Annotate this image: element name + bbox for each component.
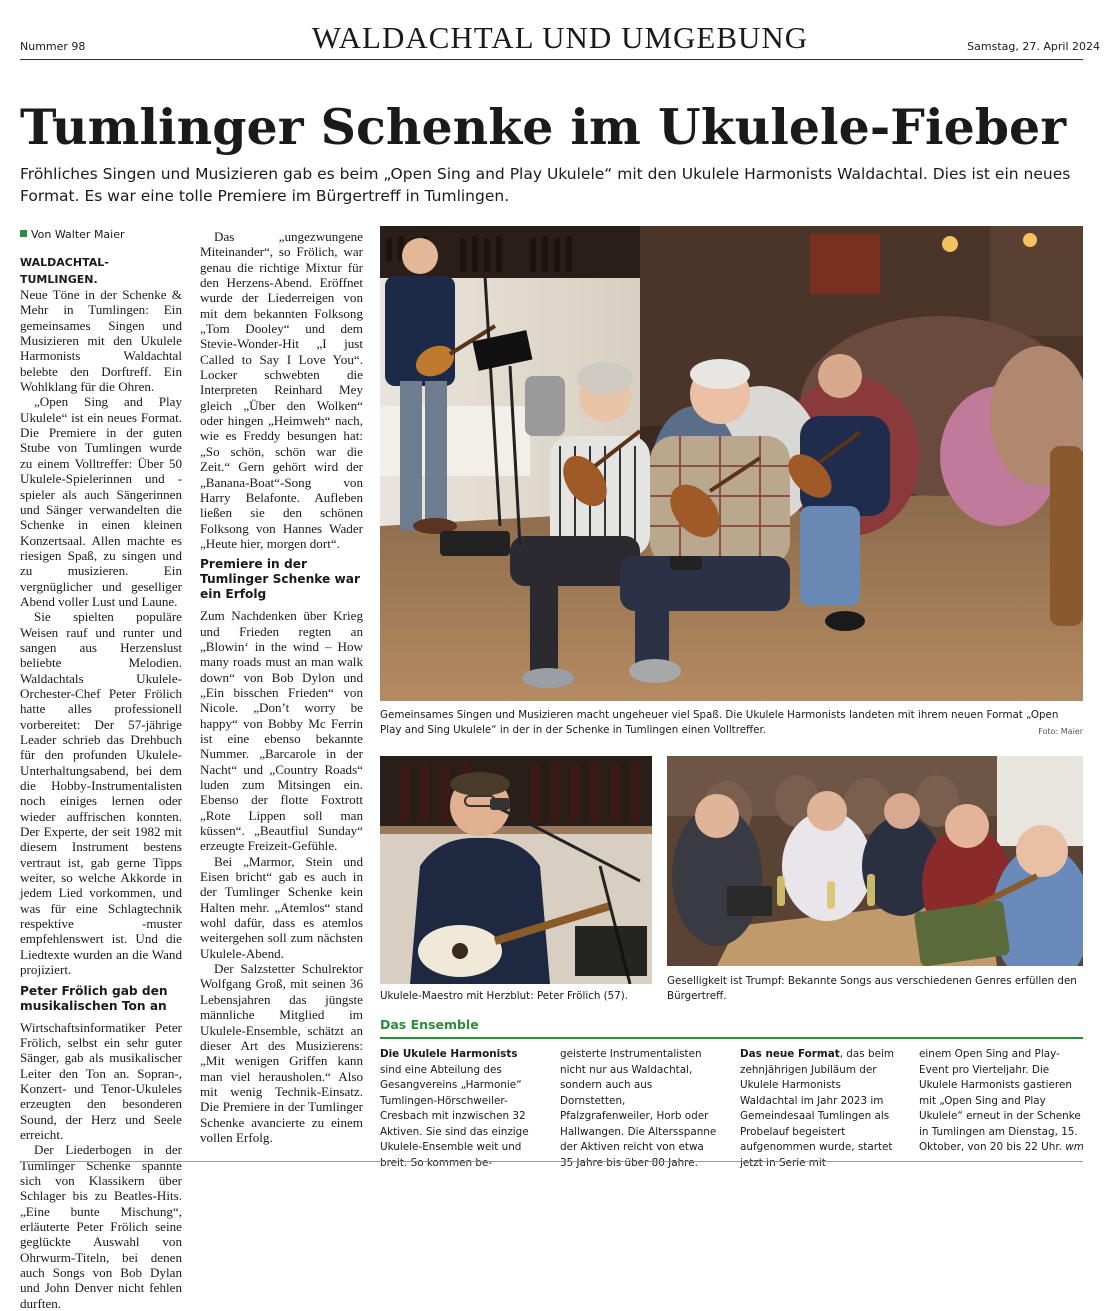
headline: Tumlinger Schenke im Ukulele-Fieber [20, 98, 1067, 156]
paragraph [20, 254, 182, 394]
subheading: Premiere in der Tumlinger Schenke war ein Erfolg [200, 557, 361, 602]
audience-photo [667, 756, 1083, 966]
paragraph-text: Neue Töne in der Schenke & Mehr in Tumlingen: Ein gemeinsames Singen und Musizieren mit den Ukulele Harmonists Waldachtal belebte den Dorftreff. Ein Wohlklang für die Ohren. [20, 287, 182, 395]
main-photo-caption: Gemeinsames Singen und Musizieren macht ungeheuer viel Spaß. Die Ukulele Harmonists landeten mit ihrem neuen Format „Open Play and Sing Ukulele“ in der in der Schenke in Tumlingen einen Volltreffer. [380, 709, 1059, 736]
main-photo-image [380, 226, 1083, 701]
author-name: Von Walter Maier [31, 228, 125, 241]
paragraph: Sie spielten populäre Weisen rauf und runter und sangen aus Herzenslust beliebte Melodien. Waldachtals Ukulele-Orchester-Chef Peter Frölich hatte alles professionell vorbereitet: Der 57-jährige Leader schrieb das Drehbuch für den profunden Ukulele-Unterhaltungsabend, bei dem die Hobby-Instrumentalisten noch einiges lernen oder wieder auffrischen konnten. Der Experte, der seit 1982 mit diesem Instrument bestens vertraut ist, gab gerne Tipps weiter, so welche Akkorde in jedem Lied vorkommen, und was für eine Schlagtechnik respektive -muster empfehlenswert ist. Und die Liedtexte wurden an die Wand projiziert. [20, 609, 182, 978]
subheading: Peter Frölich gab den musikalischen Ton an [20, 983, 168, 1013]
ensemble-rule [380, 1037, 1083, 1039]
bottom-rule [20, 1161, 1083, 1162]
header-rule [20, 59, 1083, 60]
ensemble-column-3 [740, 1047, 900, 1171]
photo-credit: Foto: Maier [1038, 727, 1083, 736]
paragraph: „Open Sing and Play Ukulele“ ist ein neues Format. Die Premiere in der guten Stube von Tumlingen wurde zu einem Volltreffer: Über 50 Ukulele-Spielerinnen und -spieler als auch Sängerinnen und Sänger verwandelten die Schenke in einen kleinen Konzertsaal. Allen machte es riesigen Spaß, zu singen und zu musizieren. Ein vergnüglicher und geselliger Abend voller Lust und Laune. [20, 394, 182, 609]
leader-photo-image [380, 756, 652, 984]
paragraph: Wirtschaftsinformatiker Peter Frölich, selbst ein sehr guter Sänger, gab als musikalischer Leiter den Ton an. Sopran-, Konzert- und Tenor-Ukuleles erzeugten den besonderen Sound, der Herz und Seele erreicht. [20, 1019, 182, 1142]
author-line [20, 227, 182, 242]
ensemble-lead-bold: Die Ukulele Harmonists [380, 1048, 518, 1060]
paragraph: Der Liederbogen in der Tumlinger Schenke spannte sich von Klassikern über Schlager bis zu Beatles-Hits. „Eine bunte Mischung“, erläuterte Peter Frölich seine geglückte Auswahl von Ohrwurm-Titeln, bei denen auch Songs von Bob Dylan und John Denver nicht fehlen durften. [20, 1142, 182, 1311]
paragraph: Das „ungezwungene Miteinander“, so Frölich, war genau die richtige Mixtur für den Herzens-Abend. Eröffnet wurde der Liederreigen von mit dem bekannten Folksong „Tom Dooley“ und dem Stevie-Wonder-Hit „I just Called to Say I Love You“. Locker schwebten die Interpreten Reinhard Mey gleich „Über den Wolken“ oder hingen „Heimweh“ nach, wie es Freddy besungen hat: „So schön, schön war die Zeit.“ Gern gehört wird der „Banana-Boat“-Song von Harry Belafonte. Aufleben ließen sie den schönen Folksong von Hannes Wader „Heute hier, morgen dort“. [200, 229, 363, 551]
paragraph: Zum Nachdenken über Krieg und Frieden regten an „Blowin‘ in the wind – How many roads must an man walk down“ von Bob Dylon und „Ein bisschen Frieden“ von Nicole. „Don’t worry be happy“ von Bobby Mc Ferrin ist eine ebenso bekannte Nummer. „Barcarole in der Nacht“ und „Country Roads“ luden zum Mitsingen ein. Ebenso der flotte Foxtrott „Rote Lippen soll man küssen“. „Beautfiul Sunday“ erzeugte Freizeit-Gefühle. [200, 608, 363, 854]
ensemble-text: einem Open Sing and Play-Event pro Vierteljahr. Die Ukulele Harmonists gastieren mit „Open Sing and Play Ukulele“ erneut in der Schenke in Tumlingen am Dienstag, 15. Oktober, von 20 bis 22 Uhr. [919, 1048, 1081, 1153]
article-column-1 [20, 227, 182, 1311]
ensemble-column-2 [560, 1047, 720, 1171]
lead-paragraph: Fröhliches Singen und Musizieren gab es beim „Open Sing and Play Ukulele“ mit den Ukulele Harmonists Waldachtal. Dies ist ein neues Format. Es war eine tolle Premiere im Bürgertreff in Tumlingen. [20, 165, 1071, 205]
ensemble-text: geisterte Instrumentalisten nicht nur aus Waldachtal, sondern auch aus Dornstetten, Pfalzgrafenweiler, Horb oder Hallwangen. Die Altersspanne der Aktiven reicht von etwa 35 Jahre bis über 80 Jahre. [560, 1048, 717, 1169]
section-title: WALDACHTAL UND UMGEBUNG [311, 20, 809, 55]
ensemble-column-4 [919, 1047, 1085, 1156]
paragraph: Der Salzstetter Schulrektor Wolfgang Groß, mit seinen 36 Lebensjahren das jüngste männliche Mitglied im Ukulele-Ensemble, schätzt an dieser Art des Musizierens: „Mit wenigen Griffen kann man viel herausholen.“ Also mit wenig Technik-Einsatz. Die Premiere in der Tumlinger Schenke avancierte zu einem vollen Erfolg. [200, 961, 363, 1145]
ensemble-text: , das beim zehnjährigen Jubiläum der Ukulele Harmonists Waldachtal im Jahr 2023 im Gemeindesaal Tumlingen als Probelauf begeistert aufgenommen wurde, startet jetzt in Serie mit [740, 1048, 894, 1169]
issue-date: Samstag, 27. April 2024 [967, 40, 1100, 53]
ensemble-box-title: Das Ensemble [380, 1017, 479, 1032]
ensemble-lead-bold: Das neue Format [740, 1048, 840, 1060]
bullet-square-icon [20, 230, 27, 237]
issue-number: Nummer 98 [20, 40, 86, 53]
article-column-2 [200, 229, 363, 1145]
ensemble-text: sind eine Abteilung des Gesangvereins „Harmonie“ Tumlingen-Hörschweiler-Cresbach mit inzwischen 32 Aktiven. Sie sind das einzige Ukulele-Ensemble weit und breit. So kommen be- [380, 1063, 529, 1169]
audience-photo-image [667, 756, 1083, 966]
author-signature: wm [1065, 1141, 1084, 1153]
audience-photo-caption: Geselligkeit ist Trumpf: Bekannte Songs aus verschiedenen Genres erfüllen den Bürgertreff. [667, 975, 1077, 1002]
leader-photo [380, 756, 652, 984]
main-photo [380, 226, 1083, 701]
leader-photo-caption: Ukulele-Maestro mit Herzblut: Peter Frölich (57). [380, 990, 629, 1002]
ensemble-column-1 [380, 1047, 540, 1171]
dateline: WALDACHTAL-TUMLINGEN. [20, 256, 109, 286]
paragraph: Bei „Marmor, Stein und Eisen bricht“ gab es auch in der Tumlinger Schenke kein Halten mehr. „Atemlos“ stand wohl dafür, dass es atemlos weitergehen soll zum nächsten Ukulele-Abend. [200, 853, 363, 961]
